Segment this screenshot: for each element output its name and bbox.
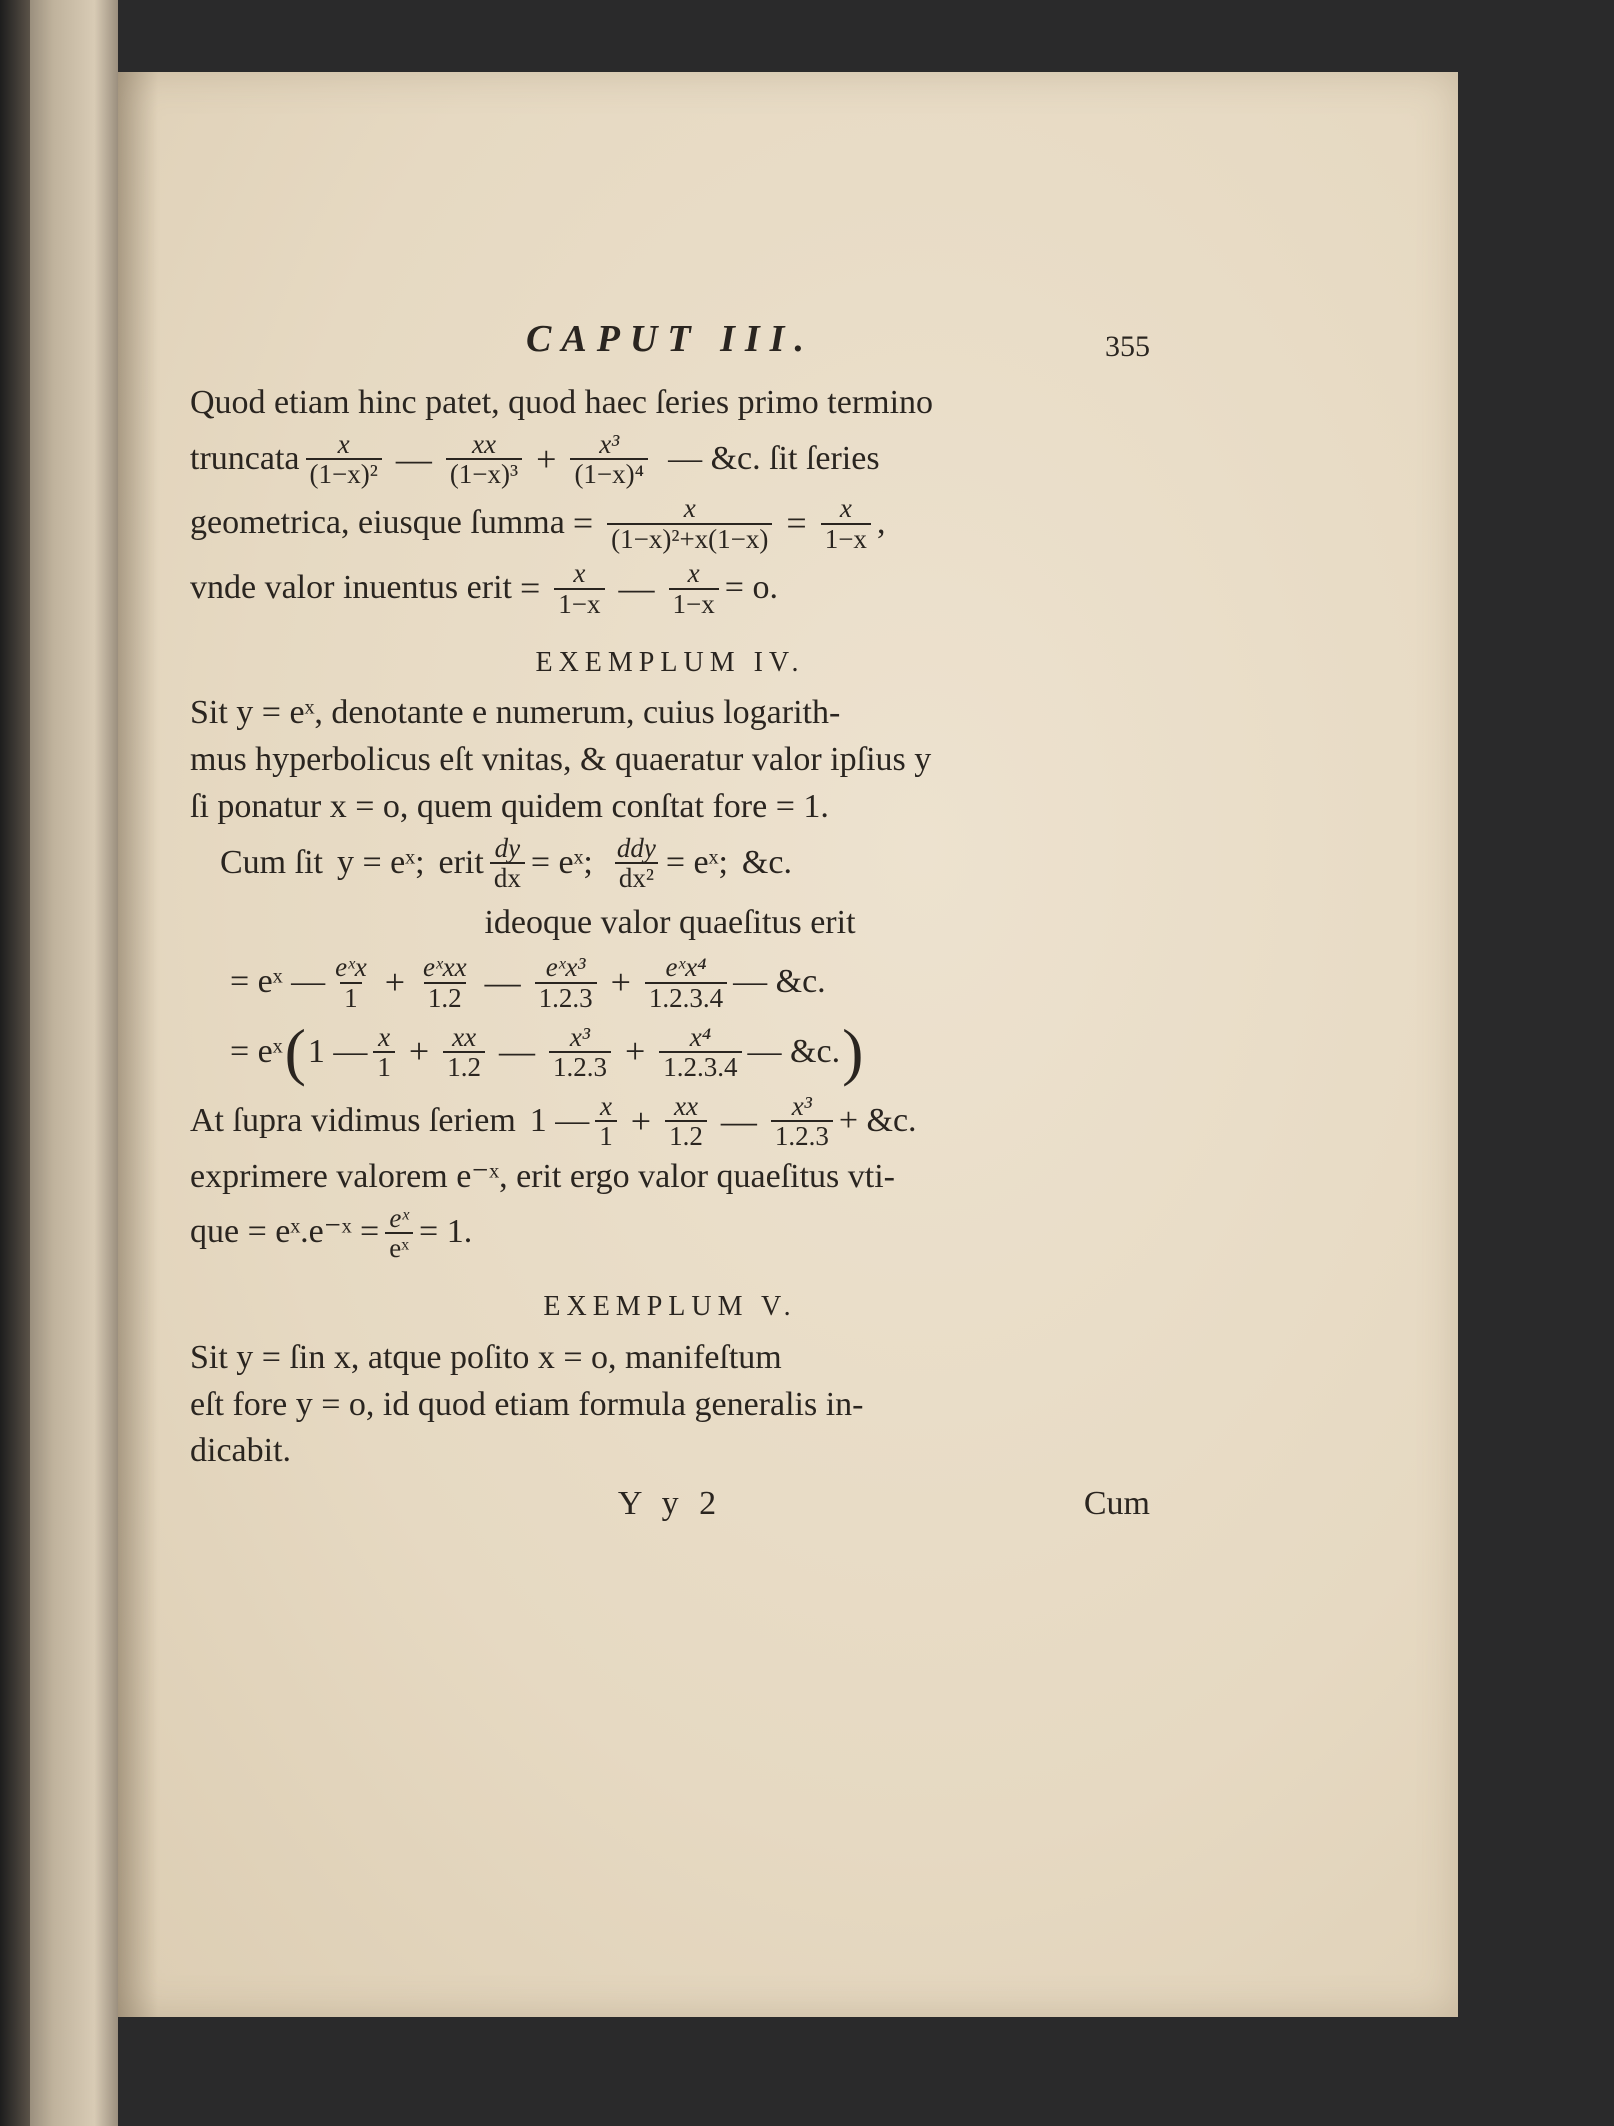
text-ideoque: ideoque valor quaeſitus erit [484, 903, 856, 941]
text-erit: erit [438, 843, 484, 881]
text-geometrica: geometrica, eiusque ſumma [190, 504, 565, 542]
text-line [190, 383, 1150, 424]
text-line-1: Quod etiam hinc patet, quod haec ſeries primo termino [190, 384, 934, 421]
fraction: $\frac{\text{x⁴}}{1.2.3.4}$ [659, 1023, 741, 1082]
series-line: truncata $\frac{x}{\text{(1−x)²}}$ — $\frac{xx}{\text{(1−x)³}}$ + $\frac{\text{x³}}{\text{(1−x)⁴}}$ — &c. ſit ſeries [190, 428, 880, 490]
series-equation-1: = eˣ — $\frac{\text{eˣx}}{1}$ + $\frac{\text{eˣxx}}{1.2}$ — $\frac{\text{eˣx³}}{1.2.3}$ + $\frac{\text{eˣx⁴}}{1.2.3.4}$ — &c. [230, 952, 826, 1013]
text-line: ſi ponatur x = o, quem quidem conſtat fore = 1. [190, 788, 829, 826]
example-5-body [190, 1338, 1150, 1472]
fraction: $\frac{\text{x³}}{\text{(1−x)⁴}}$ [570, 430, 648, 489]
text-line: Sit y = ſin x, atque poſito x = o, manifeſtum [190, 1338, 782, 1376]
fraction: $\frac{x}{1-x}$ [669, 559, 719, 618]
fraction: $\frac{\text{eˣxx}}{1.2}$ [423, 952, 467, 1013]
fraction: $\frac{\text{eˣx}}{1}$ [335, 952, 367, 1013]
fraction: $\frac{x}{1-x}$ [554, 559, 604, 618]
derivative-line [190, 834, 1150, 893]
fraction: $\frac{\text{eˣx⁴}}{1.2.3.4}$ [645, 953, 727, 1012]
fraction: $\frac{x}{1-x}$ [821, 494, 871, 553]
text-vnde: vnde valor inuentus erit [190, 569, 512, 607]
series-reference-line: At ſupra vidimus ſeriem 1 — $\frac{x}{1}$ + $\frac{xx}{1.2}$ — $\frac{\text{x³}}{1.2.3}$ + &c. [190, 1091, 917, 1152]
example-4-body [190, 693, 1150, 1262]
page-number: 355 [1105, 330, 1150, 363]
fraction: $\frac{xx}{\text{(1−x)³}}$ [446, 430, 522, 489]
book-page [118, 72, 1458, 2017]
page-content [190, 317, 1150, 1534]
word-truncata: truncata [190, 439, 300, 477]
page-footer [190, 1484, 1150, 1534]
catchword: Cum [1083, 1485, 1150, 1523]
running-title: CAPUT III. [526, 318, 814, 360]
fraction: $\frac{x}{\text{(1−x)²}}$ [306, 430, 382, 489]
text-line: mus hyperbolicus eſt vnitas, & quaeratur valor ipſius y [190, 741, 932, 779]
equation: y = eˣ; [336, 843, 425, 881]
text-line: dicabit. [190, 1432, 292, 1470]
value-line: vnde valor inuentus erit = $\frac{x}{1-x}$ — $\frac{x}{1-x}$ = o. [190, 558, 778, 619]
series-equation-2: = eˣ ( 1 — $\frac{x}{1}$ + $\frac{xx}{1.2}$ — $\frac{\text{x³}}{1.2.3}$ + $\frac{\text{x⁴}}{1.2.3.4}$ — &c. ) [230, 1016, 864, 1088]
fraction: $\frac{xx}{1.2}$ [443, 1023, 485, 1082]
example-5-title: EXEMPLUM V. [543, 1291, 797, 1323]
fraction: $\frac{x}{\text{(1−x)²+x(1−x)}}$ [607, 494, 772, 553]
equation: = eˣ; [530, 843, 593, 881]
text-etc: &c. [741, 843, 792, 881]
signature-mark: Y y 2 [617, 1485, 723, 1523]
fraction: $\frac{x}{1}$ [373, 1023, 395, 1082]
fraction: $\frac{\text{ddy}}{\text{dx²}}$ [613, 834, 660, 893]
text-line: exprimere valorem e⁻ˣ, erit ergo valor quaeſitus vti- [190, 1157, 896, 1195]
fraction: $\frac{\text{x³}}{1.2.3}$ [549, 1023, 611, 1082]
text-line: Sit y = eˣ, denotante e numerum, cuius logarith- [190, 694, 841, 732]
text-end: = o. [724, 569, 778, 607]
final-equation-line: que = eˣ.e⁻ˣ = $\frac{\text{eˣ}}{\text{eˣ}}$ = 1. [190, 1202, 473, 1263]
book-binding [0, 0, 30, 2126]
fraction: $\frac{x}{1}$ [595, 1092, 617, 1151]
page-header [190, 317, 1150, 375]
fraction: $\frac{\text{x³}}{1.2.3}$ [771, 1092, 833, 1151]
fraction: $\frac{\text{eˣ}}{\text{eˣ}}$ [385, 1204, 413, 1263]
text-cum: Cum ſit [220, 843, 323, 881]
equation: = eˣ; [665, 843, 728, 881]
text-line: eſt fore y = o, id quod etiam formula generalis in- [190, 1385, 864, 1423]
example-4-title: EXEMPLUM IV. [535, 646, 805, 678]
fraction: $\frac{\text{eˣx³}}{1.2.3}$ [535, 953, 597, 1012]
geometric-sum-line: geometrica, eiusque ſumma = $\frac{x}{\text{(1−x)²+x(1−x)}}$ = $\frac{x}{1-x}$ , [190, 493, 886, 554]
paragraph-intro [190, 383, 1150, 618]
text-tail: — &c. ſit ſeries [668, 439, 880, 477]
fraction: $\frac{xx}{1.2}$ [665, 1092, 707, 1151]
fraction: $\frac{dy}{dx}$ [490, 834, 525, 893]
page-fold-shadow [118, 72, 158, 2017]
